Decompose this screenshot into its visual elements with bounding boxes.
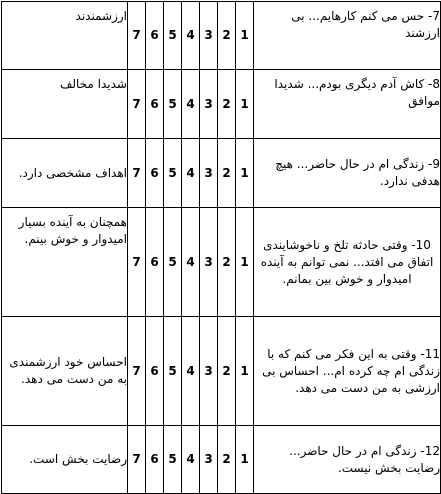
scale-option-1[interactable]: 1 [236,70,254,139]
scale-option-3[interactable]: 3 [200,2,218,70]
scale-option-7[interactable]: 7 [128,139,146,208]
scale-option-5[interactable]: 5 [164,139,182,208]
scale-option-7[interactable]: 7 [128,2,146,70]
statement-cell: 7- حس می کنم کارهایم... بی ارزشند [254,2,441,70]
scale-option-3[interactable]: 3 [200,317,218,426]
scale-option-4[interactable]: 4 [182,426,200,494]
scale-option-7[interactable]: 7 [128,70,146,139]
scale-option-2[interactable]: 2 [218,317,236,426]
scale-option-4[interactable]: 4 [182,208,200,317]
scale-option-2[interactable]: 2 [218,208,236,317]
scale-option-1[interactable]: 1 [236,317,254,426]
scale-option-5[interactable]: 5 [164,2,182,70]
scale-option-4[interactable]: 4 [182,139,200,208]
anchor-cell: همچنان به آینده بسیار امیدوار و خوش بینم. [2,208,128,317]
scale-option-2[interactable]: 2 [218,2,236,70]
scale-option-1[interactable]: 1 [236,208,254,317]
scale-option-4[interactable]: 4 [182,317,200,426]
scale-option-7[interactable]: 7 [128,426,146,494]
scale-option-2[interactable]: 2 [218,70,236,139]
scale-option-2[interactable]: 2 [218,426,236,494]
scale-option-3[interactable]: 3 [200,139,218,208]
scale-option-7[interactable]: 7 [128,317,146,426]
scale-option-6[interactable]: 6 [146,208,164,317]
scale-option-3[interactable]: 3 [200,70,218,139]
statement-cell: 12- زندگی ام در حال حاضر... رضایت بخش نیست. [254,426,441,494]
anchor-cell: ارزشمندند [2,2,128,70]
scale-option-4[interactable]: 4 [182,70,200,139]
anchor-cell: شدیدا مخالف [2,70,128,139]
table-row [2,208,441,317]
table-row [2,139,441,208]
anchor-cell: اهداف مشخصی دارد. [2,139,128,208]
scale-option-5[interactable]: 5 [164,317,182,426]
scale-option-1[interactable]: 1 [236,426,254,494]
rating-scale-table [1,1,441,494]
scale-option-6[interactable]: 6 [146,2,164,70]
anchor-cell: احساس خود ارزشمندی به من دست می دهد. [2,317,128,426]
table-row [2,317,441,426]
scale-option-2[interactable]: 2 [218,139,236,208]
scale-option-6[interactable]: 6 [146,426,164,494]
scale-option-4[interactable]: 4 [182,2,200,70]
scale-option-5[interactable]: 5 [164,70,182,139]
scale-option-3[interactable]: 3 [200,208,218,317]
scale-option-7[interactable]: 7 [128,208,146,317]
table-row [2,426,441,494]
scale-option-6[interactable]: 6 [146,317,164,426]
table-row [2,70,441,139]
anchor-cell: رضایت بخش است. [2,426,128,494]
scale-option-5[interactable]: 5 [164,208,182,317]
scale-option-6[interactable]: 6 [146,70,164,139]
scale-option-5[interactable]: 5 [164,426,182,494]
scale-option-1[interactable]: 1 [236,139,254,208]
scale-option-1[interactable]: 1 [236,2,254,70]
statement-cell: 10- وقتی حادثه تلخ و ناخوشایندی اتفاق می افتد... نمی توانم به آینده امیدوار و خوش بین بمانم. [254,208,441,317]
scale-option-3[interactable]: 3 [200,426,218,494]
table-row [2,2,441,70]
statement-cell: 11- وقتی به این فکر می کنم که با زندگی ام چه کرده ام... احساس بی ارزشی به من دست می دهد. [254,317,441,426]
statement-cell: 8- کاش آدم دیگری بودم... شدیدا موافق [254,70,441,139]
scale-option-6[interactable]: 6 [146,139,164,208]
statement-cell: 9- زندگی ام در حال حاضر... هیچ هدفی ندارد. [254,139,441,208]
